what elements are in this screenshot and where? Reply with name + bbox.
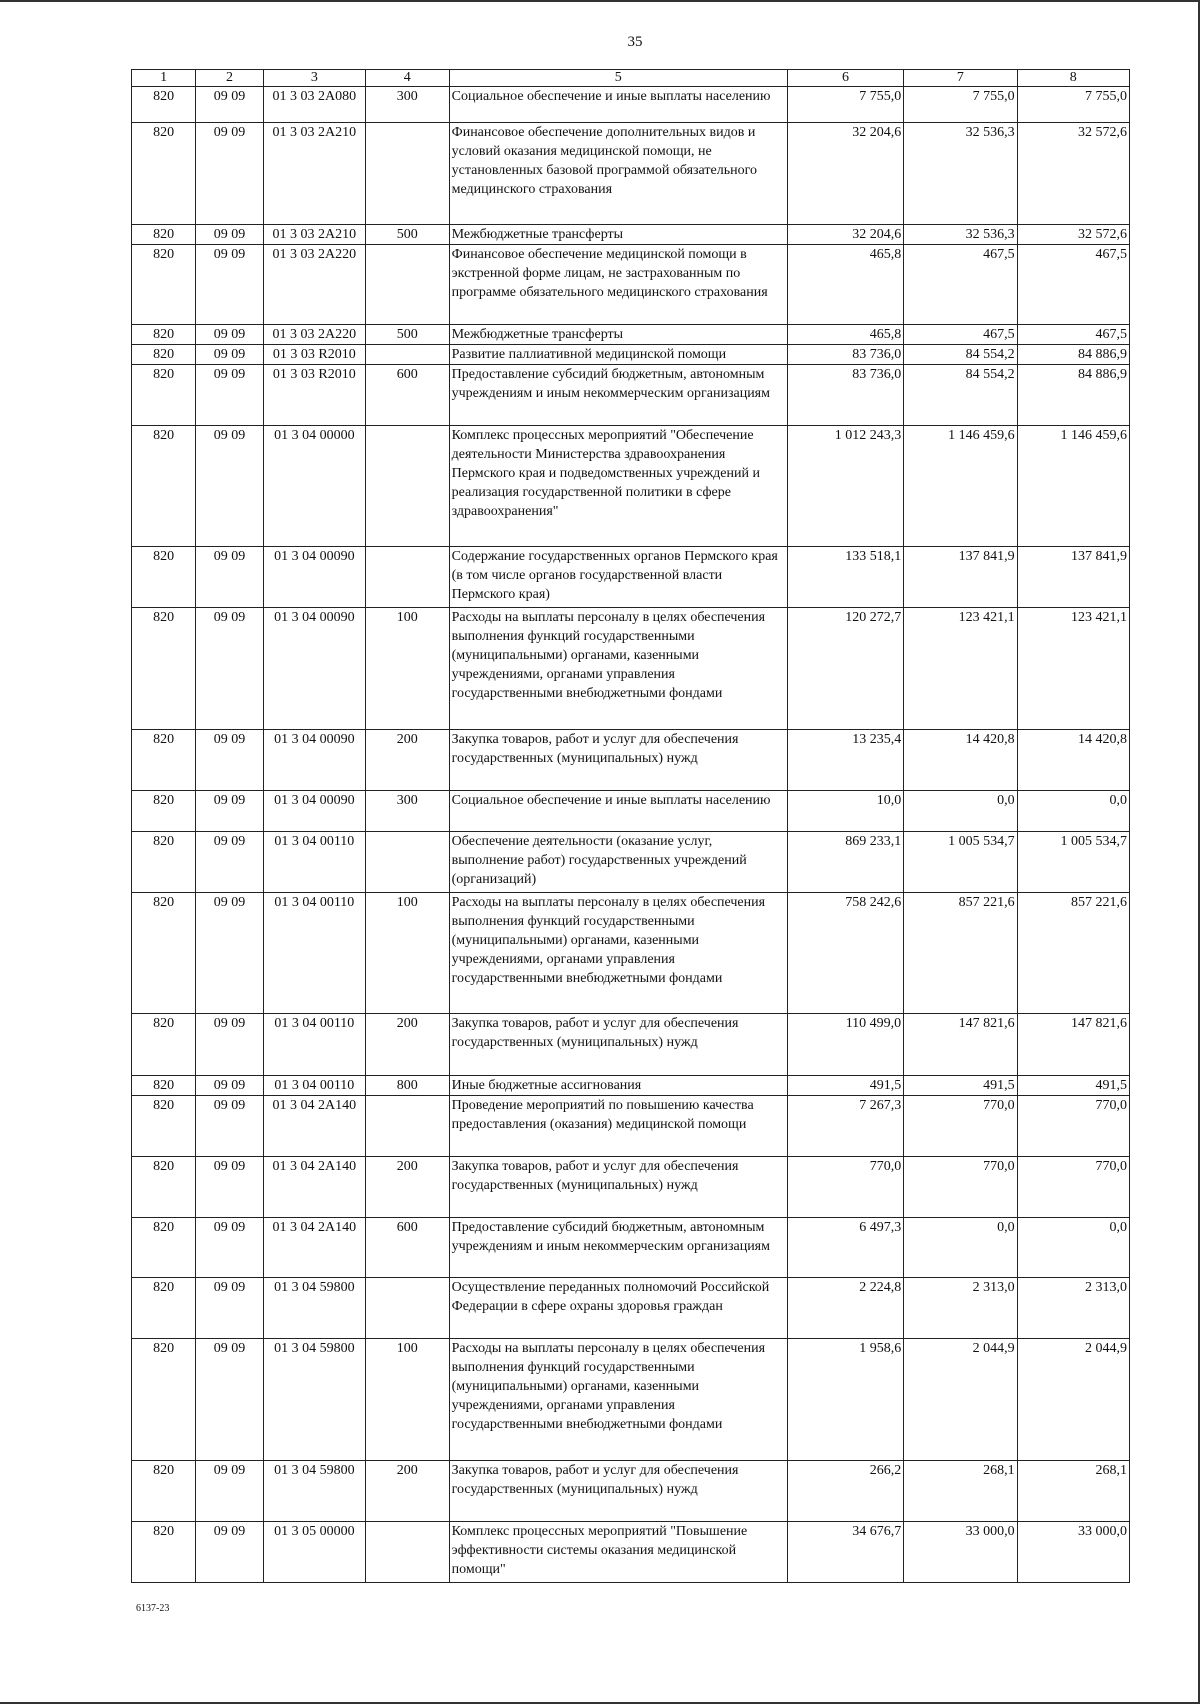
cell-ministry-code: 820 [132, 1461, 196, 1522]
table-row [132, 730, 1130, 791]
table-row [132, 893, 1130, 1014]
column-header: 6 [787, 70, 903, 87]
cell-target-article: 01 3 03 2A080 [263, 87, 365, 123]
cell-expense-type: 300 [365, 791, 449, 832]
cell-section-code: 09 09 [196, 225, 263, 245]
cell-ministry-code: 820 [132, 325, 196, 345]
cell-description: Расходы на выплаты персоналу в целях обеспечения выполнения функций государственными (муниципальными) органами, казенными учреждениями, органами управления государственными внебюджетными фондами [449, 1339, 787, 1461]
cell-description: Закупка товаров, работ и услуг для обеспечения государственных (муниципальных) нужд [449, 1014, 787, 1076]
column-header: 7 [904, 70, 1017, 87]
cell-description: Комплекс процессных мероприятий "Обеспечение деятельности Министерства здравоохранения Пермского края и подведомственных учреждений и реализация государственной политики в сфере здравоохранения" [449, 426, 787, 547]
cell-section-code: 09 09 [196, 426, 263, 547]
table-row [132, 1096, 1130, 1157]
cell-target-article: 01 3 04 59800 [263, 1278, 365, 1339]
cell-amount-year-1: 7 755,0 [787, 87, 903, 123]
cell-amount-year-1: 120 272,7 [787, 608, 903, 730]
table-row [132, 245, 1130, 325]
cell-amount-year-1: 465,8 [787, 325, 903, 345]
footer-document-code: 6137-23 [136, 1603, 170, 1614]
cell-target-article: 01 3 04 00110 [263, 832, 365, 893]
cell-amount-year-2: 84 554,2 [904, 345, 1017, 365]
cell-section-code: 09 09 [196, 365, 263, 426]
cell-description: Финансовое обеспечение дополнительных видов и условий оказания медицинской помощи, не установленных базовой программой обязательного медицинского страхования [449, 123, 787, 225]
cell-expense-type: 200 [365, 730, 449, 791]
cell-section-code: 09 09 [196, 1218, 263, 1278]
budget-table [131, 69, 1130, 1583]
cell-expense-type: 100 [365, 1339, 449, 1461]
cell-target-article: 01 3 04 00110 [263, 1076, 365, 1096]
cell-amount-year-2: 1 005 534,7 [904, 832, 1017, 893]
cell-amount-year-2: 33 000,0 [904, 1522, 1017, 1583]
cell-description: Комплекс процессных мероприятий "Повышение эффективности системы оказания медицинской помощи" [449, 1522, 787, 1583]
cell-expense-type [365, 245, 449, 325]
cell-description: Осуществление переданных полномочий Российской Федерации в сфере охраны здоровья граждан [449, 1278, 787, 1339]
cell-amount-year-2: 857 221,6 [904, 893, 1017, 1014]
cell-expense-type: 500 [365, 225, 449, 245]
cell-amount-year-1: 133 518,1 [787, 547, 903, 608]
cell-target-article: 01 3 03 2A220 [263, 325, 365, 345]
cell-amount-year-3: 0,0 [1017, 1218, 1129, 1278]
cell-ministry-code: 820 [132, 426, 196, 547]
cell-amount-year-1: 2 224,8 [787, 1278, 903, 1339]
table-row [132, 123, 1130, 225]
cell-amount-year-1: 83 736,0 [787, 345, 903, 365]
cell-amount-year-1: 10,0 [787, 791, 903, 832]
cell-ministry-code: 820 [132, 245, 196, 325]
cell-ministry-code: 820 [132, 1096, 196, 1157]
cell-section-code: 09 09 [196, 245, 263, 325]
cell-amount-year-2: 1 146 459,6 [904, 426, 1017, 547]
table-body [132, 87, 1130, 1583]
cell-amount-year-3: 770,0 [1017, 1157, 1129, 1218]
cell-ministry-code: 820 [132, 1157, 196, 1218]
cell-amount-year-2: 0,0 [904, 1218, 1017, 1278]
table-row [132, 1278, 1130, 1339]
cell-description: Межбюджетные трансферты [449, 225, 787, 245]
cell-section-code: 09 09 [196, 547, 263, 608]
cell-section-code: 09 09 [196, 87, 263, 123]
cell-amount-year-3: 14 420,8 [1017, 730, 1129, 791]
cell-description: Финансовое обеспечение медицинской помощи в экстренной форме лицам, не застрахованным по программе обязательного медицинского страхования [449, 245, 787, 325]
cell-description: Предоставление субсидий бюджетным, автономным учреждениям и иным некоммерческим организациям [449, 1218, 787, 1278]
cell-amount-year-3: 123 421,1 [1017, 608, 1129, 730]
cell-amount-year-3: 467,5 [1017, 325, 1129, 345]
cell-target-article: 01 3 04 2A140 [263, 1096, 365, 1157]
cell-section-code: 09 09 [196, 1096, 263, 1157]
cell-target-article: 01 3 03 2A210 [263, 123, 365, 225]
cell-amount-year-2: 32 536,3 [904, 225, 1017, 245]
cell-amount-year-3: 491,5 [1017, 1076, 1129, 1096]
table-row [132, 426, 1130, 547]
cell-ministry-code: 820 [132, 1218, 196, 1278]
cell-amount-year-2: 770,0 [904, 1096, 1017, 1157]
cell-expense-type: 600 [365, 1218, 449, 1278]
cell-amount-year-2: 268,1 [904, 1461, 1017, 1522]
cell-amount-year-1: 1 012 243,3 [787, 426, 903, 547]
cell-amount-year-1: 758 242,6 [787, 893, 903, 1014]
cell-expense-type [365, 547, 449, 608]
cell-expense-type: 800 [365, 1076, 449, 1096]
cell-amount-year-3: 2 044,9 [1017, 1339, 1129, 1461]
cell-amount-year-3: 137 841,9 [1017, 547, 1129, 608]
column-header: 4 [365, 70, 449, 87]
column-header: 5 [449, 70, 787, 87]
cell-amount-year-1: 83 736,0 [787, 365, 903, 426]
table-row [132, 1461, 1130, 1522]
cell-section-code: 09 09 [196, 1076, 263, 1096]
cell-target-article: 01 3 04 00090 [263, 730, 365, 791]
cell-amount-year-1: 110 499,0 [787, 1014, 903, 1076]
cell-target-article: 01 3 03 R2010 [263, 365, 365, 426]
table-row [132, 1157, 1130, 1218]
cell-section-code: 09 09 [196, 791, 263, 832]
cell-section-code: 09 09 [196, 1278, 263, 1339]
cell-description: Закупка товаров, работ и услуг для обеспечения государственных (муниципальных) нужд [449, 730, 787, 791]
cell-amount-year-1: 13 235,4 [787, 730, 903, 791]
cell-amount-year-2: 147 821,6 [904, 1014, 1017, 1076]
cell-amount-year-2: 491,5 [904, 1076, 1017, 1096]
cell-ministry-code: 820 [132, 547, 196, 608]
cell-description: Расходы на выплаты персоналу в целях обеспечения выполнения функций государственными (муниципальными) органами, казенными учреждениями, органами управления государственными внебюджетными фондами [449, 893, 787, 1014]
cell-expense-type: 100 [365, 608, 449, 730]
table-row [132, 365, 1130, 426]
cell-amount-year-1: 6 497,3 [787, 1218, 903, 1278]
table-row [132, 791, 1130, 832]
cell-expense-type: 200 [365, 1157, 449, 1218]
cell-section-code: 09 09 [196, 345, 263, 365]
column-header: 1 [132, 70, 196, 87]
cell-section-code: 09 09 [196, 893, 263, 1014]
cell-amount-year-3: 770,0 [1017, 1096, 1129, 1157]
cell-amount-year-1: 1 958,6 [787, 1339, 903, 1461]
column-header: 2 [196, 70, 263, 87]
table-row [132, 832, 1130, 893]
cell-description: Иные бюджетные ассигнования [449, 1076, 787, 1096]
cell-section-code: 09 09 [196, 1339, 263, 1461]
cell-amount-year-3: 32 572,6 [1017, 225, 1129, 245]
cell-target-article: 01 3 04 2A140 [263, 1218, 365, 1278]
cell-ministry-code: 820 [132, 1339, 196, 1461]
cell-ministry-code: 820 [132, 730, 196, 791]
cell-amount-year-3: 1 146 459,6 [1017, 426, 1129, 547]
cell-section-code: 09 09 [196, 730, 263, 791]
cell-description: Межбюджетные трансферты [449, 325, 787, 345]
cell-target-article: 01 3 04 00000 [263, 426, 365, 547]
cell-expense-type: 500 [365, 325, 449, 345]
table-row [132, 1522, 1130, 1583]
table-row [132, 1014, 1130, 1076]
cell-target-article: 01 3 03 2A210 [263, 225, 365, 245]
cell-ministry-code: 820 [132, 87, 196, 123]
cell-ministry-code: 820 [132, 1014, 196, 1076]
cell-amount-year-2: 84 554,2 [904, 365, 1017, 426]
cell-description: Проведение мероприятий по повышению качества предоставления (оказания) медицинской помощи [449, 1096, 787, 1157]
cell-description: Социальное обеспечение и иные выплаты населению [449, 87, 787, 123]
table-row [132, 345, 1130, 365]
cell-target-article: 01 3 04 2A140 [263, 1157, 365, 1218]
cell-expense-type: 200 [365, 1014, 449, 1076]
cell-amount-year-3: 268,1 [1017, 1461, 1129, 1522]
cell-expense-type [365, 426, 449, 547]
cell-section-code: 09 09 [196, 1522, 263, 1583]
cell-target-article: 01 3 04 00090 [263, 547, 365, 608]
cell-ministry-code: 820 [132, 1278, 196, 1339]
cell-expense-type: 300 [365, 87, 449, 123]
cell-section-code: 09 09 [196, 1014, 263, 1076]
cell-amount-year-3: 7 755,0 [1017, 87, 1129, 123]
cell-amount-year-3: 467,5 [1017, 245, 1129, 325]
cell-expense-type [365, 1522, 449, 1583]
table-row [132, 87, 1130, 123]
table-row [132, 1339, 1130, 1461]
table-row [132, 547, 1130, 608]
cell-description: Закупка товаров, работ и услуг для обеспечения государственных (муниципальных) нужд [449, 1157, 787, 1218]
cell-amount-year-2: 0,0 [904, 791, 1017, 832]
table-row [132, 1218, 1130, 1278]
cell-amount-year-1: 465,8 [787, 245, 903, 325]
table-row [132, 608, 1130, 730]
cell-amount-year-3: 84 886,9 [1017, 345, 1129, 365]
cell-section-code: 09 09 [196, 123, 263, 225]
cell-description: Содержание государственных органов Пермского края (в том числе органов государственной власти Пермского края) [449, 547, 787, 608]
cell-ministry-code: 820 [132, 608, 196, 730]
cell-ministry-code: 820 [132, 1076, 196, 1096]
table-row [132, 325, 1130, 345]
cell-ministry-code: 820 [132, 1522, 196, 1583]
cell-section-code: 09 09 [196, 1157, 263, 1218]
cell-expense-type: 100 [365, 893, 449, 1014]
cell-ministry-code: 820 [132, 123, 196, 225]
cell-ministry-code: 820 [132, 225, 196, 245]
cell-amount-year-3: 147 821,6 [1017, 1014, 1129, 1076]
page-number: 35 [627, 34, 643, 50]
cell-section-code: 09 09 [196, 1461, 263, 1522]
cell-amount-year-1: 770,0 [787, 1157, 903, 1218]
cell-amount-year-2: 2 313,0 [904, 1278, 1017, 1339]
cell-target-article: 01 3 03 2A220 [263, 245, 365, 325]
cell-amount-year-1: 32 204,6 [787, 225, 903, 245]
cell-amount-year-3: 84 886,9 [1017, 365, 1129, 426]
cell-amount-year-2: 770,0 [904, 1157, 1017, 1218]
cell-target-article: 01 3 04 00090 [263, 791, 365, 832]
cell-amount-year-2: 137 841,9 [904, 547, 1017, 608]
cell-ministry-code: 820 [132, 791, 196, 832]
cell-expense-type [365, 832, 449, 893]
cell-description: Закупка товаров, работ и услуг для обеспечения государственных (муниципальных) нужд [449, 1461, 787, 1522]
cell-expense-type: 600 [365, 365, 449, 426]
cell-amount-year-2: 467,5 [904, 325, 1017, 345]
cell-amount-year-3: 32 572,6 [1017, 123, 1129, 225]
cell-amount-year-1: 491,5 [787, 1076, 903, 1096]
cell-target-article: 01 3 03 R2010 [263, 345, 365, 365]
cell-amount-year-3: 2 313,0 [1017, 1278, 1129, 1339]
cell-amount-year-2: 14 420,8 [904, 730, 1017, 791]
cell-target-article: 01 3 04 59800 [263, 1339, 365, 1461]
cell-amount-year-2: 123 421,1 [904, 608, 1017, 730]
cell-amount-year-1: 7 267,3 [787, 1096, 903, 1157]
table-header-row [132, 70, 1130, 87]
cell-ministry-code: 820 [132, 345, 196, 365]
cell-target-article: 01 3 04 59800 [263, 1461, 365, 1522]
column-header: 3 [263, 70, 365, 87]
cell-amount-year-2: 2 044,9 [904, 1339, 1017, 1461]
cell-target-article: 01 3 04 00110 [263, 893, 365, 1014]
cell-expense-type: 200 [365, 1461, 449, 1522]
cell-amount-year-2: 467,5 [904, 245, 1017, 325]
cell-ministry-code: 820 [132, 832, 196, 893]
cell-amount-year-3: 1 005 534,7 [1017, 832, 1129, 893]
cell-amount-year-2: 32 536,3 [904, 123, 1017, 225]
scan-edge-top [0, 0, 1200, 2]
cell-section-code: 09 09 [196, 608, 263, 730]
column-header: 8 [1017, 70, 1129, 87]
cell-amount-year-1: 32 204,6 [787, 123, 903, 225]
cell-target-article: 01 3 04 00090 [263, 608, 365, 730]
cell-expense-type [365, 1278, 449, 1339]
cell-amount-year-2: 7 755,0 [904, 87, 1017, 123]
cell-description: Расходы на выплаты персоналу в целях обеспечения выполнения функций государственными (муниципальными) органами, казенными учреждениями, органами управления государственными внебюджетными фондами [449, 608, 787, 730]
cell-amount-year-3: 857 221,6 [1017, 893, 1129, 1014]
cell-expense-type [365, 1096, 449, 1157]
cell-amount-year-3: 33 000,0 [1017, 1522, 1129, 1583]
cell-amount-year-1: 34 676,7 [787, 1522, 903, 1583]
cell-ministry-code: 820 [132, 365, 196, 426]
cell-amount-year-1: 869 233,1 [787, 832, 903, 893]
cell-section-code: 09 09 [196, 832, 263, 893]
cell-target-article: 01 3 04 00110 [263, 1014, 365, 1076]
cell-expense-type [365, 345, 449, 365]
cell-section-code: 09 09 [196, 325, 263, 345]
cell-amount-year-3: 0,0 [1017, 791, 1129, 832]
cell-expense-type [365, 123, 449, 225]
cell-amount-year-1: 266,2 [787, 1461, 903, 1522]
cell-description: Развитие паллиативной медицинской помощи [449, 345, 787, 365]
cell-description: Социальное обеспечение и иные выплаты населению [449, 791, 787, 832]
cell-ministry-code: 820 [132, 893, 196, 1014]
table-row [132, 225, 1130, 245]
table-row [132, 1076, 1130, 1096]
cell-target-article: 01 3 05 00000 [263, 1522, 365, 1583]
cell-description: Обеспечение деятельности (оказание услуг, выполнение работ) государственных учреждений (организаций) [449, 832, 787, 893]
cell-description: Предоставление субсидий бюджетным, автономным учреждениям и иным некоммерческим организациям [449, 365, 787, 426]
